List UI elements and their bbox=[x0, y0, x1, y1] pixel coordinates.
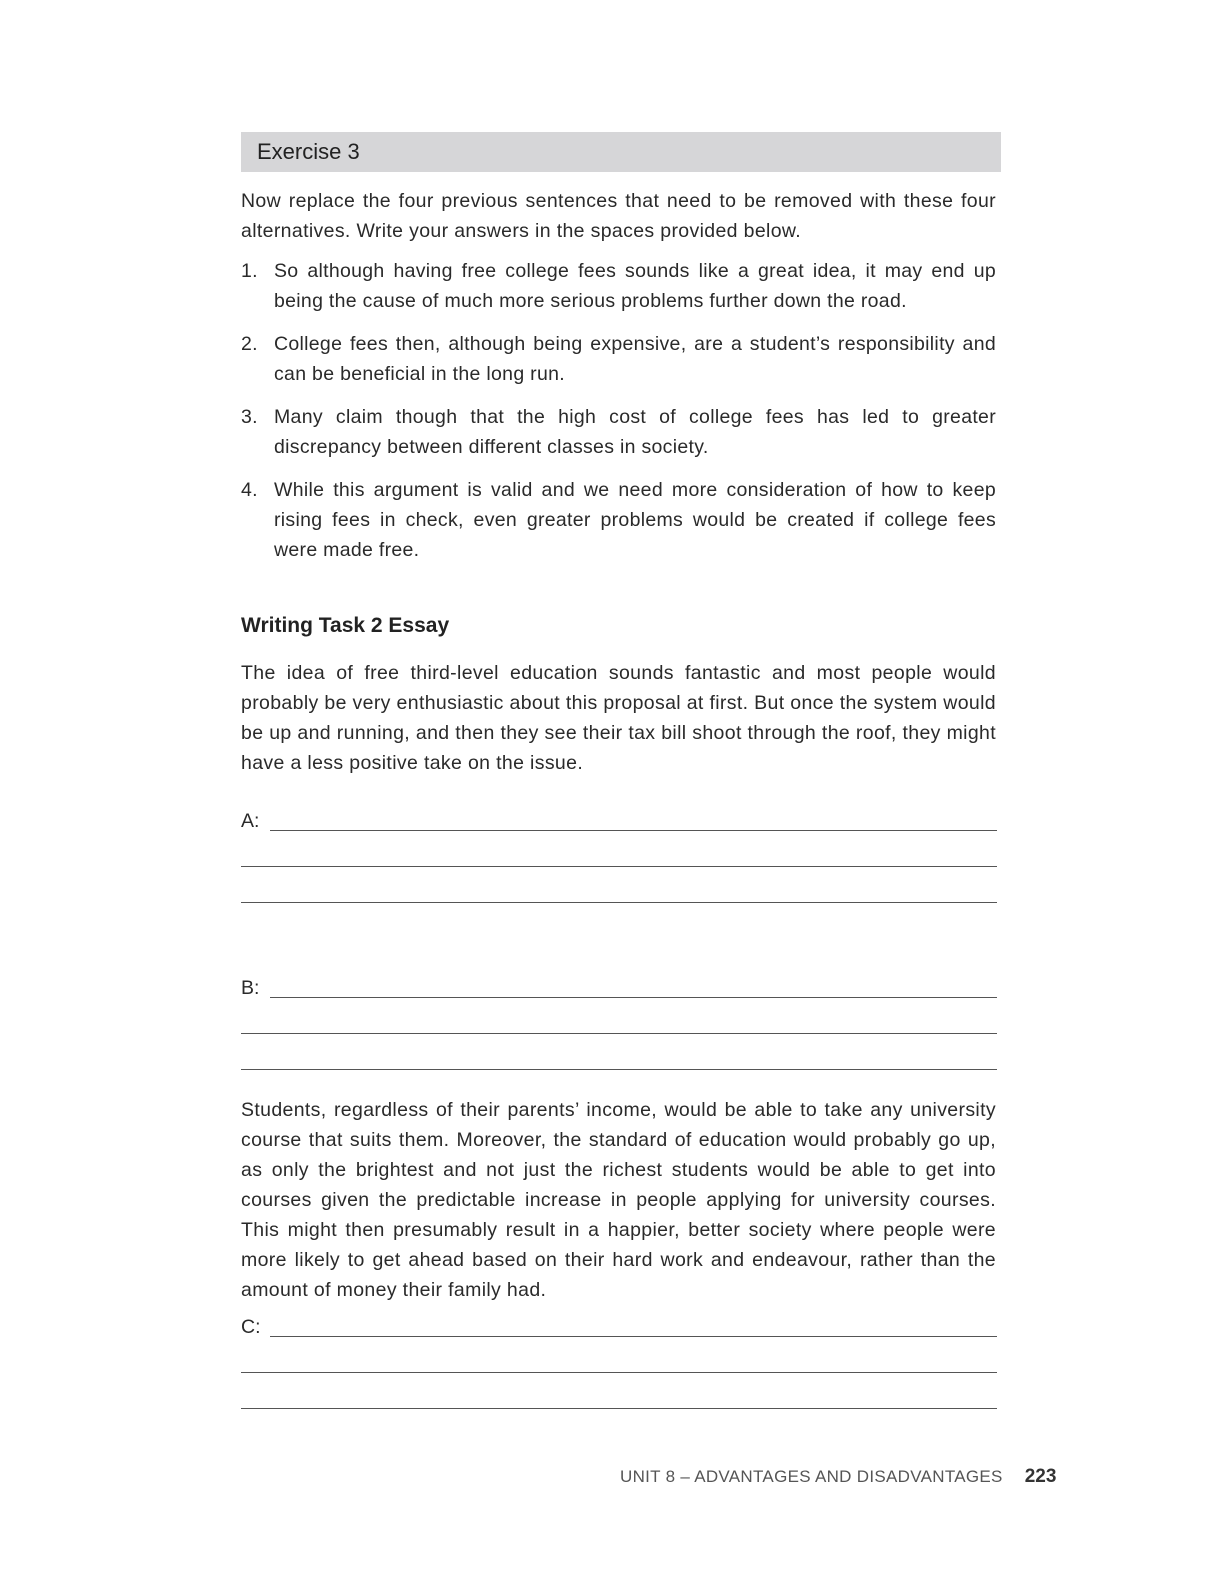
answer-block-b bbox=[241, 963, 997, 1070]
answer-line[interactable] bbox=[241, 1337, 997, 1373]
item-text: College fees then, although being expensive, are a student’s responsibility and can be beneficial in the long run. bbox=[274, 333, 996, 385]
answer-line[interactable] bbox=[241, 1034, 997, 1070]
footer-unit-title: UNIT 8 – ADVANTAGES AND DISADVANTAGES bbox=[620, 1467, 1003, 1486]
answer-line[interactable] bbox=[241, 998, 997, 1034]
exercise-instructions: Now replace the four previous sentences that need to be removed with these four alternatives. Write your answers in the spaces provided below. bbox=[241, 190, 996, 242]
alternatives-list bbox=[241, 256, 996, 565]
answer-line[interactable] bbox=[270, 1335, 997, 1337]
answer-line[interactable] bbox=[270, 829, 997, 831]
answer-line[interactable] bbox=[241, 1373, 997, 1409]
exercise-title: Exercise 3 bbox=[257, 139, 360, 164]
item-text: Many claim though that the high cost of college fees has led to greater discrepancy between different classes in society. bbox=[274, 406, 996, 458]
item-number: 3. bbox=[241, 406, 258, 428]
essay-paragraph-1: The idea of free third-level education sounds fantastic and most people would probably be very enthusiastic about this proposal at first. But once the system would be up and running, and then they see their tax bill shoot through the roof, they might have a less positive take on the issue. bbox=[241, 662, 996, 774]
page-footer bbox=[620, 1466, 1056, 1488]
page-content bbox=[241, 132, 1001, 1409]
list-item bbox=[241, 402, 996, 462]
answer-block-c bbox=[241, 1309, 997, 1409]
item-number: 4. bbox=[241, 479, 258, 501]
answer-label-b: B: bbox=[241, 977, 260, 999]
list-item bbox=[241, 475, 996, 565]
exercise-header bbox=[241, 132, 1001, 172]
list-item bbox=[241, 256, 996, 316]
answer-line[interactable] bbox=[241, 831, 997, 867]
item-number: 2. bbox=[241, 333, 258, 355]
answer-line[interactable] bbox=[270, 996, 997, 998]
essay-title: Writing Task 2 Essay bbox=[241, 614, 450, 637]
answer-label-a: A: bbox=[241, 810, 260, 832]
item-text: While this argument is valid and we need more consideration of how to keep rising fees in check, even greater problems would be created if college fees were made free. bbox=[274, 479, 996, 561]
answer-block-a bbox=[241, 796, 997, 903]
item-number: 1. bbox=[241, 260, 258, 282]
answer-label-c: C: bbox=[241, 1316, 261, 1338]
list-item bbox=[241, 329, 996, 389]
item-text: So although having free college fees sounds like a great idea, it may end up being the cause of much more serious problems further down the road. bbox=[274, 260, 996, 312]
answer-line[interactable] bbox=[241, 867, 997, 903]
page-number: 223 bbox=[1024, 1466, 1057, 1487]
essay-paragraph-2: Students, regardless of their parents’ income, would be able to take any university course that suits them. Moreover, the standard of education would probably go up, as only the brightest and not just the richest students would be able to get into courses given the predictable increase in people applying for university courses. This might then presumably result in a happier, better society where people were more likely to get ahead based on their hard work and endeavour, rather than the amount of money their family had. bbox=[241, 1099, 996, 1301]
